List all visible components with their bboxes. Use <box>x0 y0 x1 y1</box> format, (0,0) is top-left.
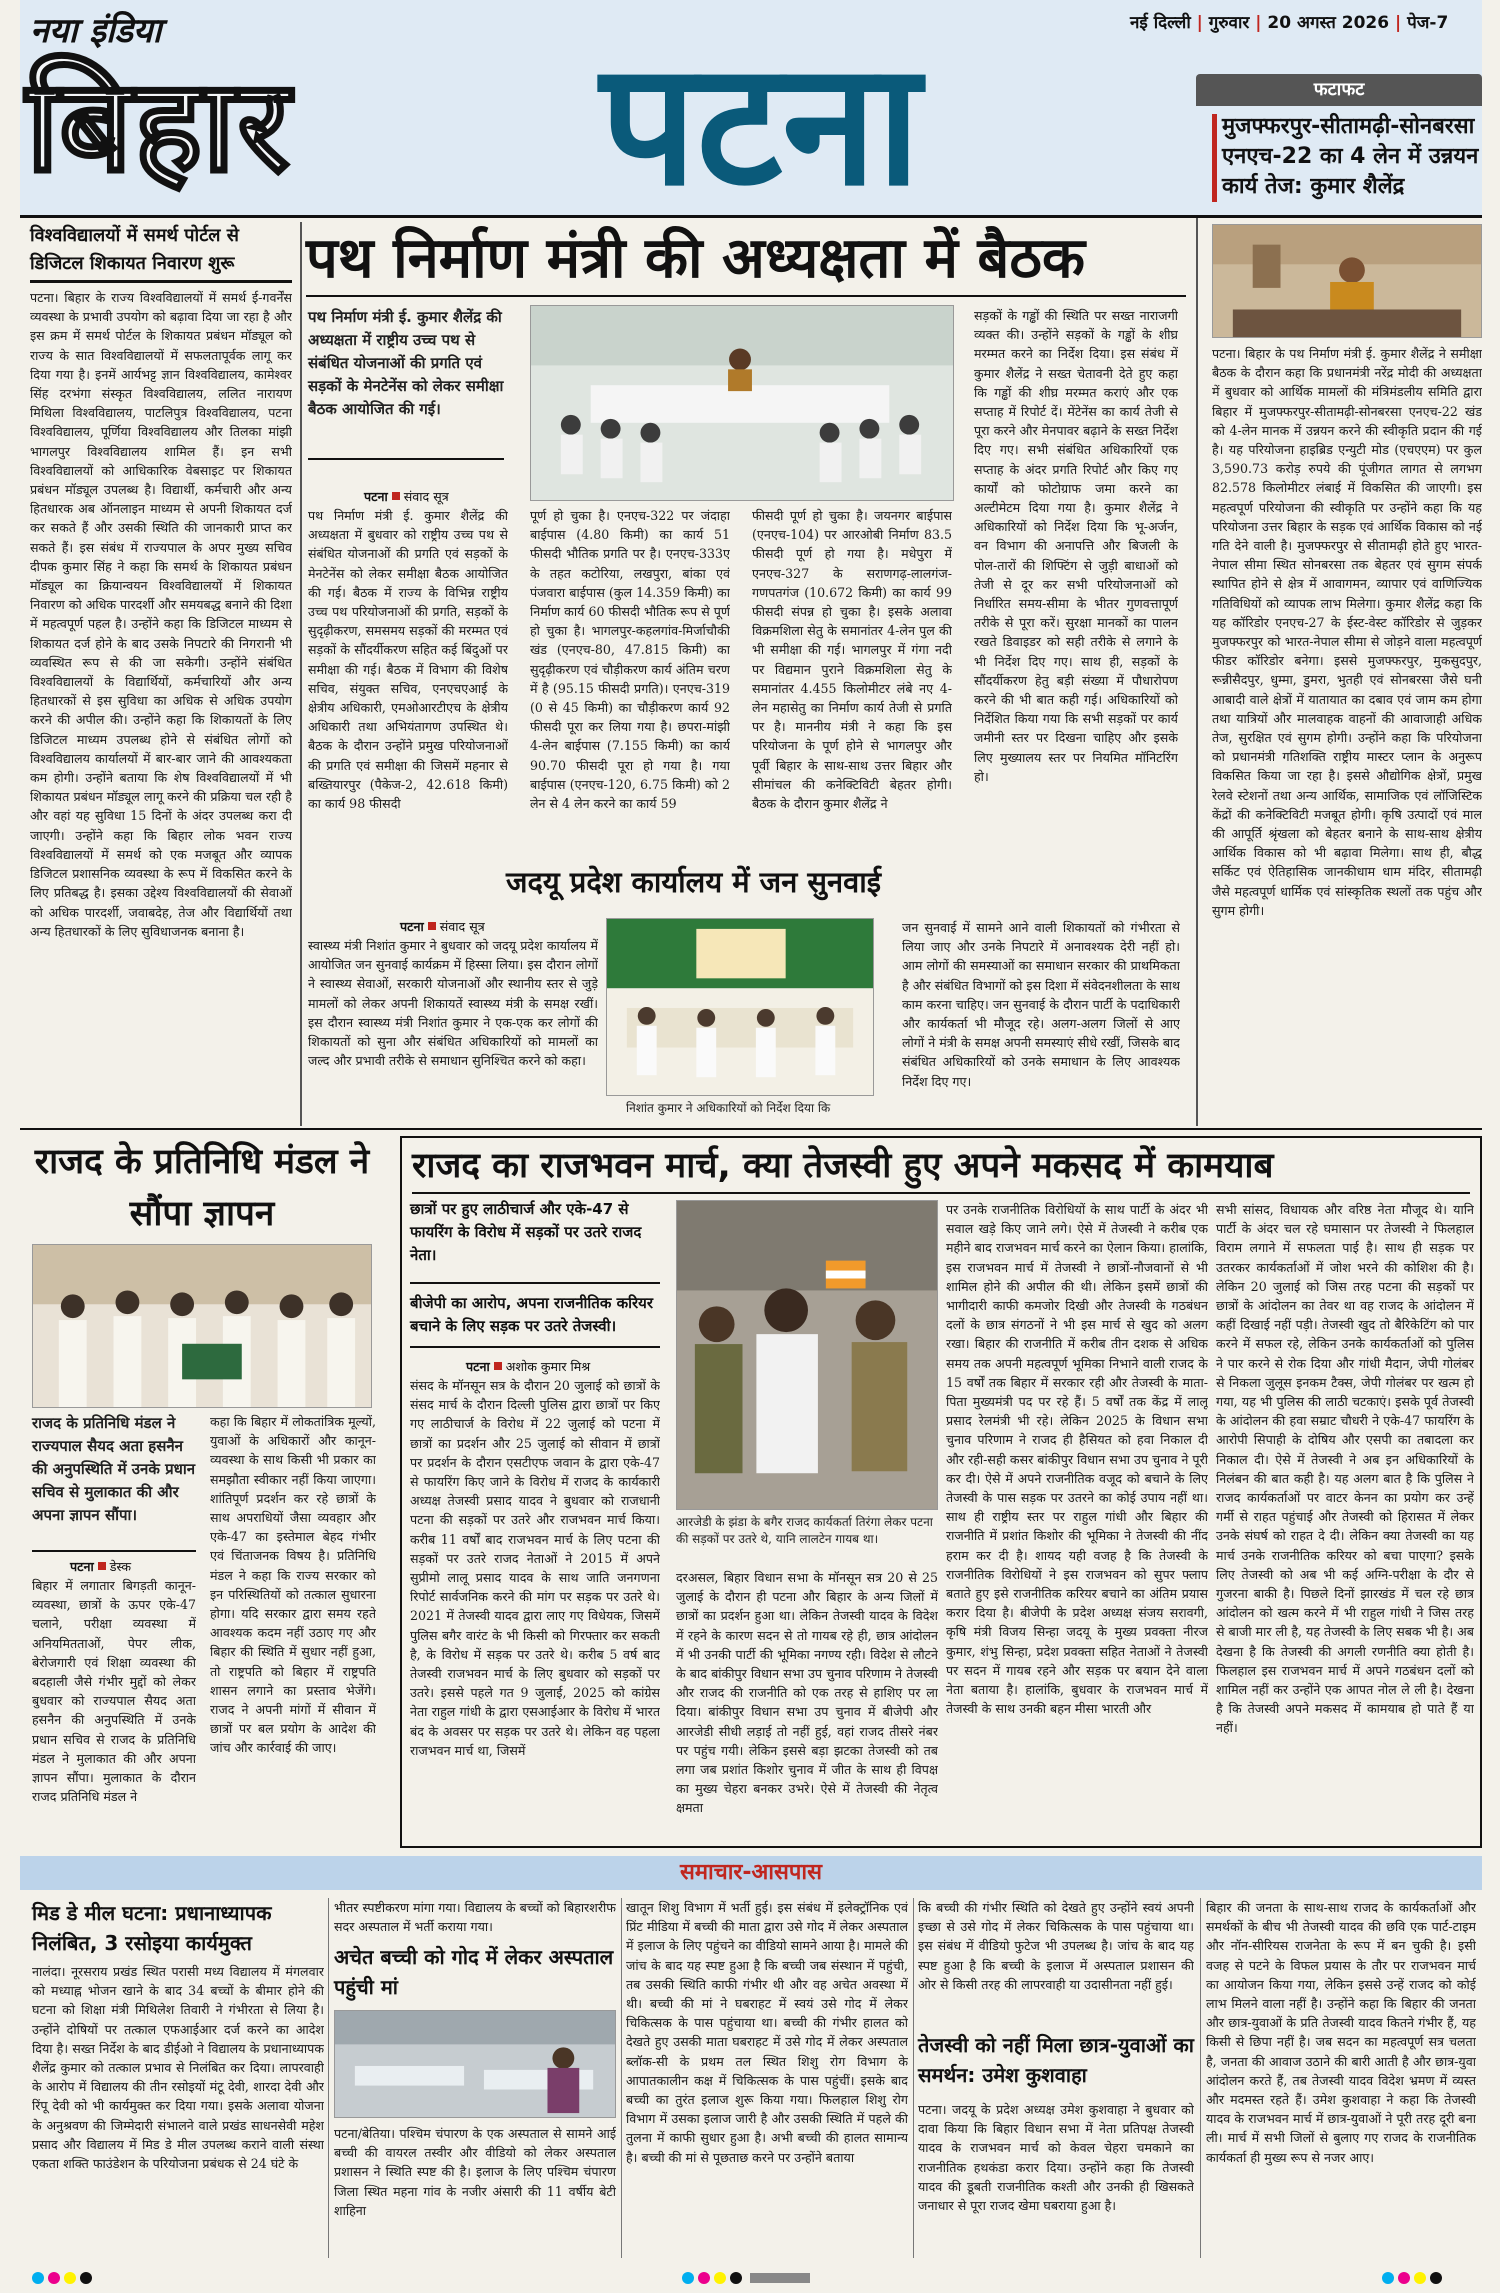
jdu-byline-place: पटना <box>400 919 424 934</box>
rjd-memo-photo-art <box>33 1245 371 1407</box>
jdu-photo-art <box>607 919 873 1095</box>
samachar-divider-2 <box>621 1898 622 2258</box>
fatafat-label-box <box>1196 74 1482 106</box>
main-byline <box>364 488 449 505</box>
rjd-march-photo-caption: आरजेडी के झंडा के बगैर राजद कार्यकर्ता तिरंगा लेकर पटना की सड़कों पर उतरे थे, यानि लालटेन गायब था। <box>676 1515 933 1546</box>
rjd-march-deck-1: छात्रों पर हुए लाठीचार्ज और एके-47 से फायरिंग के विरोध में सड़कों पर उतरे राजद नेता। <box>410 1200 642 1264</box>
samachar-divider-1 <box>328 1898 329 2258</box>
main-byline-place: पटना <box>364 489 388 504</box>
rjd-march-col-3: पर उनके राजनीतिक विरोधियों के साथ पार्टी के अंदर भी सवाल खड़े किए जाने लगे। ऐसे में तेजस्वी ने करीब एक महीने बाद राजभवन मार्च करने का ऐलान किया। हालांकि, इस राजभवन मार्च में तेजस्वी ने छात्रों-नौजवानों से भी शामिल होने की अपील की थी। लेकिन इसमें छात्रों की भागीदारी काफी कमजोर दिखी और तेजस्वी के गठबंधन दलों के छात्र संगठनों ने भी इस मार्च से खुद को अलग रखा। बिहार की राजनीति में करीब तीन दशक से अधिक समय तक अपनी महत्वपूर्ण भूमिका निभाने वाली राजद के 15 वर्षों तक बिहार में सरकार रही और तेजस्वी के माता-पिता मुख्यमंत्री पद पर रहे हैं। 5 वर्षों तक केंद्र में लालू प्रसाद रेलमंत्री भी रहे। लेकिन 2025 के विधान सभा चुनाव परिणाम ने राजद ही हैसियत को हवा निकाल दी और रही-सही कसर बांकीपुर विधान सभा उप चुनाव ने पूरी कर दी। ऐसे में अपने राजनीतिक वजूद को बचाने के लिए तेजस्वी के पास सड़क पर उतरने का कोई उपाय नहीं था। साथ ही राष्ट्रीय स्तर पर राहुल गांधी और बिहार की राजनीति में प्रशांत किशोर की भूमिका ने तेजस्वी की नींद हराम कर दी है। शायद यही वजह है कि तेजस्वी के राजनीतिक विरोधियों ने इस राजभवन को सुपर फ्लाप बताते हुए इसे राजनीतिक करियर बचाने का अंतिम प्रयास करार दिया है। बीजेपी के प्रदेश अध्यक्ष संजय सरावगी, कृषि मंत्री विजय सिन्हा जदयू के मुख्य प्रवक्ता नीरज कुमार, शंभु सिन्हा, प्रदेश प्रवक्ता सहित नेताओं ने तेजस्वी पर सदन में गायब रहने और सड़क पर बयान देने वाला नेता बताया है। हालांकि, बुधवार के राजभवन मार्च में तेजस्वी के साथ उनकी बहन मीसा भारती और <box>946 1202 1208 1717</box>
rjd-march-deck-2: बीजेपी का आरोप, अपना राजनीतिक करियर बचाने के लिए सड़क पर उतरे तेजस्वी। <box>410 1294 653 1335</box>
registration-marks-right <box>1380 2270 1470 2286</box>
rjd-memo-col-2: कहा कि बिहार में लोकतांत्रिक मूल्यों, युवाओं के अधिकारों और कानून-व्यवस्था के साथ किसी भी प्रकार का समझौता स्वीकार नहीं किया जाएगा। शांतिपूर्ण प्रदर्शन कर रहे छात्रों के साथ अपराधियों जैसा व्यवहार और एके-47 का इस्तेमाल बेहद गंभीर एवं चिंताजनक विषय है। प्रतिनिधि मंडल ने कहा कि राज्य सरकार को इन परिस्थितियों को तत्काल सुधारना होगा। यदि सरकार द्वारा समय रहते आवश्यक कदम नहीं उठाए गए और बिहार की स्थिति में सुधार नहीं हुआ, तो राष्ट्रपति को बिहार में राष्ट्रपति शासन लगाने का प्रस्ताव भेजेंगे। राजद ने अपनी मांगों में सीवान में छात्रों पर बल प्रयोग के आदेश की जांच और कार्रवाई की जाए। <box>210 1414 376 1756</box>
left-story-body: पटना। बिहार के राज्य विश्वविद्यालयों में समर्थ ई-गवर्नेंस व्यवस्था के प्रभावी उपयोग को बढ़ावा दिया जा रहा है और इस क्रम में समर्थ पोर्टल के शिकायत प्रबंधन मॉड्यूल को राज्य के सात विश्वविद्यालयों में सफलतापूर्वक लागू कर दिया गया है। इनमें आर्यभट्ट ज्ञान विश्वविद्यालय, कामेश्वर सिंह दरभंगा संस्कृत विश्वविद्यालय, ललित नारायण मिथिला विश्वविद्यालय, पाटलिपुत्र विश्वविद्यालय, पटना विश्वविद्यालय, पूर्णिया विश्वविद्यालय और तिलका मांझी भागलपुर विश्वविद्यालय शामिल हैं। इन सभी विश्वविद्यालयों को आधिकारिक वेबसाइट पर शिकायत प्रबंधन मॉड्यूल उपलब्ध है। विद्यार्थी, कर्मचारी और अन्य हितधारक अब ऑनलाइन माध्यम से अपनी शिकायत दर्ज कर सकते हैं और उसकी स्थिति की जानकारी प्राप्त कर सकते हैं। इस संबंध में राज्यपाल के अपर मुख्य सचिव दीपक कुमार सिंह ने कहा कि समर्थ के शिकायत प्रबंधन मॉड्यूल का क्रियान्वयन विश्वविद्यालयों में शिकायत निवारण को अधिक पारदर्शी और समयबद्ध बनाने की दिशा में महत्वपूर्ण पहल है। उन्होंने कहा कि डिजिटल माध्यम से शिकायत दर्ज होने के बाद उसके निपटारे की निगरानी भी व्यवस्थित रूप से की जा सकेगी। उन्होंने संबंधित विश्वविद्यालयों के विद्यार्थियों, कर्मचारियों और अन्य हितधारकों से इस सुविधा का अधिक से अधिक उपयोग करने की अपील की। उन्होंने कहा कि शिकायतों के लिए डिजिटल माध्यम उपलब्ध होने से संबंधित लोगों को विश्वविद्यालय कार्यालयों में बार-बार जाने की आवश्यकता कम होगी। उन्होंने बताया कि शेष विश्वविद्यालयों में भी शिकायत प्रबंधन मॉड्यूल लागू करने की प्रक्रिया चल रही है और वहां यह सुविधा 15 दिनों के अंदर उपलब्ध करा दी जाएगी। उन्होंने कहा कि बिहार लोक भवन राज्य विश्वविद्यालयों में समर्थ को एक मजबूत और व्यापक डिजिटल प्रशासनिक व्यवस्था के रूप में विकसित करने के लिए प्रतिबद्ध है। इसका उद्देश्य विश्वविद्यालयों की सेवाओं को अधिक पारदर्शी, जवाबदेह, तेज और विद्यार्थियों तथा अन्य हितधारकों के लिए सुविधाजनक बनाना है। <box>30 290 292 939</box>
s1-headline: मिड डे मील घटना: प्रधानाध्यापक निलंबित, 3 रसोइया कार्यमुक्त <box>32 1901 272 1955</box>
rjd-memo-col-1: बिहार में लगातार बिगड़ती कानून-व्यवस्था, छात्रों के ऊपर एके-47 चलाने, परीक्षा व्यवस्था में अनियमितताओं, पेपर लीक, बेरोजगारी एवं शिक्षा व्यवस्था की बदहाली जैसे गंभीर मुद्दों को लेकर बुधवार को राज्यपाल सैयद अता हसनैन की अनुपस्थिति में उनके प्रधान सचिव से राजद के प्रतिनिधि मंडल ने मुलाकात की और अपना ज्ञापन सौंपा। मुलाकात के दौरान राजद प्रतिनिधि मंडल ने <box>32 1578 196 1805</box>
left-story-rule <box>30 280 292 283</box>
jdu-col-3: जन सुनवाई में सामने आने वाली शिकायतों को गंभीरता से लिया जाए और उनके निपटारे में अनावश्यक देरी नहीं हो। आम लोगों की समस्याओं का समाधान सरकार की प्राथमिकता है और संबंधित विभागों को इस दिशा में संवेदनशीलता के साथ काम करना चाहिए। जन सुनवाई के दौरान पार्टी के पदाधिकारी और कार्यकर्ता भी मौजूद रहे। अलग-अलग जिलों से आए लोगों ने मंत्री के समक्ष अपनी समस्याएं सीधे रखीं, जिसके बाद संबंधित अधिकारियों को उनके समाधान के लिए आवश्यक निर्देश दिए गए। <box>902 920 1180 1089</box>
left-story-headline: विश्वविद्यालयों में समर्थ पोर्टल से डिजिटल शिकायत निवारण शुरू <box>30 225 239 274</box>
right-column-divider <box>1196 218 1198 1126</box>
color-dots-icon <box>30 2270 120 2286</box>
rjd-memo-photo <box>32 1244 372 1408</box>
minister-desk-photo <box>1213 225 1481 337</box>
rjd-march-deck-rule <box>410 1282 660 1284</box>
rjd-memo-caption-rule <box>32 1550 196 1552</box>
samachar-divider-4 <box>1200 1898 1201 2258</box>
meeting-photo-art <box>531 306 953 500</box>
s2-top: भीतर स्पष्टीकरण मांगा गया। विद्यालय के बच्चों को बिहारशरीफ सदर अस्पताल में भर्ती कराया गया। <box>334 1900 616 1935</box>
jdu-photo <box>606 918 874 1096</box>
rjd-memo-byline-source: डेस्क <box>109 1559 132 1574</box>
rjd-march-photo-art <box>677 1201 937 1509</box>
s2-headline: अचेत बच्ची को गोद में लेकर अस्पताल पहुंची मां <box>334 1945 614 1999</box>
brand-bihar: बिहार <box>26 52 292 201</box>
color-dots-right-icon <box>1380 2270 1470 2286</box>
main-deck: पथ निर्माण मंत्री ई. कुमार शैलेंद्र की अध्यक्षता में राष्ट्रीय उच्च पथ से संबंधित योजनाओं की प्रगति एवं सड़कों के मेनटेनेंस को लेकर समीक्षा बैठक आयोजित की गई। <box>308 308 504 418</box>
dateline-date: 20 अगस्त 2026 <box>1267 13 1390 33</box>
dateline-strip: नई दिल्ली | गुरुवार | 20 अगस्त 2026 | पेज-7 <box>1130 13 1449 33</box>
rjd-memo-headline: राजद के प्रतिनिधि मंडल ने सौंपा ज्ञापन <box>34 1142 370 1234</box>
s5-body: बिहार की जनता के साथ-साथ राजद के कार्यकर्ताओं और समर्थकों के बीच भी तेजस्वी यादव की छवि एक पार्ट-टाइम और नॉन-सीरियस राजनेता के रूप में बन चुकी है। इसी वजह से पटने के विफल प्रयास के तौर पर राजभवन मार्च का आयोजन किया गया, लेकिन इससे उन्हें राजद को कोई लाभ मिलने वाला नहीं है। उन्होंने कहा कि बिहार की जनता और छात्र-युवाओं के प्रति तेजस्वी यादव कितने गंभीर हैं, यह किसी से छिपा नहीं है। जब सदन का महत्वपूर्ण सत्र चलता है, जनता की आवाज उठाने की बारी आती है और छात्र-युवा आंदोलन करते हैं, तब तेजस्वी यादव विदेश भ्रमण में व्यस्त और मदमस्त रहते हैं। उमेश कुशवाहा ने कहा कि तेजस्वी यादव के राजभवन मार्च में छात्र-युवाओं ने पूरी तरह दूरी बना ली। मार्च में सभी जिलों से बुलाए गए राजद के राजनीतिक कार्यकर्ता ही मुख्य रूप से नजर आए। <box>1206 1900 1476 2165</box>
jdu-col-1: स्वास्थ्य मंत्री निशांत कुमार ने बुधवार को जदयू प्रदेश कार्यालय में आयोजित जन सुनवाई कार्यक्रम में हिस्सा लिया। इस दौरान लोगों ने स्वास्थ्य सेवाओं, सरकारी योजनाओं और स्थानीय स्तर से जुड़े मामलों को लेकर अपनी शिकायतें स्वास्थ्य मंत्री के समक्ष रखीं। इस दौरान स्वास्थ्य मंत्री निशांत कुमार ने एक-एक कर लोगों की शिकायतों को सुना और संबंधित अधिकारियों को मामलों का जल्द और प्रभावी तरीके से समाधान सुनिश्चित करने को कहा। <box>308 938 598 1069</box>
registration-marks-center <box>680 2270 820 2286</box>
s2-body: पटना/बेतिया। पश्चिम चंपारण के एक अस्पताल से सामने आई बच्ची की वायरल तस्वीर और वीडियो को लेकर अस्पताल प्रशासन ने स्थिति स्पष्ट की है। इलाज के लिए पश्चिम चंपारण जिला स्थित महना गांव के नजीर अंसारी की 11 वर्षीय बेटी शाहिना <box>334 2126 616 2218</box>
s4-body-2: पटना। जदयू के प्रदेश अध्यक्ष उमेश कुशवाहा ने बुधवार को दावा किया कि बिहार विधान सभा में नेता प्रतिपक्ष तेजस्वी यादव के राजभवन मार्च को केवल चेहरा चमकाने का राजनीतिक हथकंडा करार दिया। उन्होंने कहा कि तेजस्वी यादव की डूबती राजनीतिक कश्ती और उनकी ही खिसकते जनाधार से पूरा राजद खेमा घबराया हुआ है। <box>918 2102 1194 2214</box>
top-section-rule <box>20 1128 1482 1130</box>
s1-body: नालंदा। नूरसराय प्रखंड स्थित परासी मध्य विद्यालय में मंगलवार को मध्याह्न भोजन खाने के बाद 34 बच्चों के बीमार होने की घटना को शिक्षा मंत्री मिथिलेश तिवारी ने गंभीरता से लिया है। उन्होंने दोषियों पर तत्काल एफआईआर दर्ज करने का आदेश दिया है। सख्त निर्देश के बाद डीईओ ने विद्यालय के प्रधानाध्यापक शैलेंद्र कुमार को तत्काल प्रभाव से निलंबित कर दिया। लापरवाही के आरोप में विद्यालय की तीन रसोइयों मंटू देवी, शारदा देवी और रिंपू देवी को भी कार्यमुक्त कर दिया गया। इसके अलावा योजना के अनुश्रवण की जिम्मेदारी संभालने वाले प्रखंड साधनसेवी महेश प्रसाद और विद्यालय में मिड डे मील उपलब्ध कराने वाली संस्था एकता शक्ति फाउंडेशन के परियोजना प्रबंधक से 24 घंटे के <box>32 1964 324 2172</box>
jdu-photo-caption: निशांत कुमार ने अधिकारियों को निर्देश दिया कि <box>626 1101 831 1115</box>
meeting-photo <box>530 305 954 501</box>
s3-body: खातून शिशु विभाग में भर्ती हुई। इस संबंध में इलेक्ट्रॉनिक एवं प्रिंट मीडिया में बच्ची की माता द्वारा उसे गोद में लेकर अस्पताल में इलाज के लिए पहुंचने का वीडियो सामने आया है। मामले की जांच के बाद यह स्पष्ट हुआ है कि बच्ची जब संस्थान में पहुंची, तब उसकी स्थिति काफी गंभीर थी और वह अचेत अवस्था में थी। बच्ची की मां ने घबराहट में स्वयं उसे गोद में लेकर चिकित्सक के पास पहुंचाया था। बच्ची की गंभीर हालत को देखते हुए उसकी माता घबराहट में उसे गोद में लेकर अस्पताल ब्लॉक-सी के प्रथम तल स्थित शिशु रोग विभाग के आपातकालीन कक्ष में चिकित्सक के पास पहुंचीं। इसके बाद बच्ची का तुरंत इलाज शुरू किया गया। फिलहाल शिशु रोग विभाग में उसका इलाज जारी है और उसकी स्थिति में पहले की तुलना में काफी सुधार हुआ है। अभी बच्ची की हालत सामान्य है। बच्ची की मां से पूछताछ करने पर उन्होंने बताया <box>626 1900 908 2165</box>
main-headline: पथ निर्माण मंत्री की अध्यक्षता में बैठक <box>306 226 1085 291</box>
s4-headline: तेजस्वी को नहीं मिला छात्र-युवाओं का समर्थन: उमेश कुशवाहा <box>918 2033 1194 2087</box>
rjd-march-col-4: सभी सांसद, विधायक और वरिष्ठ नेता मौजूद थे। यानि पार्टी के अंदर चल रहे घमासान पर तेजस्वी ने फिलहाल विराम लगाने में सफलता पाई है। साथ ही सड़क पर उतरकर कार्यकर्ताओं में जोश भरने की कोशिश की है। लेकिन 20 जुलाई को जिस तरह पटना की सड़कों पर छात्रों के आंदोलन का तेवर था वह राजद के आंदोलन में कहीं दिखाई नहीं पड़ी। तेजस्वी खुद तो बैरिकेटिंग को पार करने में सफल रहे, लेकिन उनके कार्यकर्ताओं को पुलिस ने पार करने से रोक दिया और गांधी मैदान, जेपी गोलंबर से निकला जुलूस इनकम टैक्स, जेपी गोलंबर पर खत्म हो गया, यह भी पुलिस की लाठी चटकाएं। इसके पूर्व तेजस्वी के आंदोलन की हवा सम्राट चौधरी ने एके-47 फायरिंग के आरोपी सिपाही के दोषिय और एसपी का तबादला कर निकाल दी। ऐसे में तेजस्वी ने अब इन अधिकारियों के निलंबन की बात कही है। यह अलग बात है कि पुलिस ने राजद कार्यकर्ताओं पर वाटर केनन का प्रयोग कर उन्हें गर्मी से राहत पहुंचाई और तेजस्वी को हिरासत में लेकर उनके संघर्ष को राहत दे दी। लेकिन क्या तेजस्वी का यह मार्च उनके राजनीतिक करियर को बचा पाएगा? इसके लिए तेजस्वी को अब भी कई अग्नि-परीक्षा के दौर से गुजरना बाकी है। पिछले दिनों झारखंड में चल रहे छात्र आंदोलन को खत्म करने में भी राहुल गांधी ने जिस तरह से बाजी मार ली है, यह तेजस्वी के लिए सबक भी है। अब देखना है कि तेजस्वी की अगली रणनीति क्या होती है। फिलहाल इस राजभवन मार्च में अपने गठबंधन दलों को शामिल नहीं कर उन्होंने एक आपत नोल ले ली है। देखना है कि तेजस्वी अपने मकसद में कामयाब हो पाते हैं या नहीं। <box>1216 1202 1474 1736</box>
main-headline-rule <box>306 295 1186 297</box>
rjd-march-byline-source: अशोक कुमार मिश्र <box>505 1359 591 1374</box>
jdu-byline <box>400 918 485 935</box>
registration-marks-left <box>30 2270 120 2286</box>
rjd-march-headline: राजद का राजभवन मार्च, क्या तेजस्वी हुए अपने मकसद में कामयाब <box>412 1146 1274 1186</box>
fatafat-label: फटाफट <box>1313 79 1365 100</box>
rjd-march-col-1: संसद के मॉनसून सत्र के दौरान 20 जुलाई को छात्रों के संसद मार्च के दौरान दिल्ली पुलिस द्वारा छात्रों पर किए गए लाठीचार्ज के विरोध में 22 जुलाई को पटना में छात्रों का प्रदर्शन और 25 जुलाई को सीवान में छात्रों पर प्रदर्शन के दौरान एसटीएफ जवान के द्वारा एके-47 से फायरिंग किए जाने के विरोध में राजद के कार्यकारी अध्यक्ष तेजस्वी प्रसाद यादव ने बुधवार को राजधानी पटना की सड़कों पर उतरे और राजभवन मार्च किया। करीब 11 वर्षों बाद राजभवन मार्च के लिए पटना की सड़कों पर उतरे राजद नेताओं ने 2015 में अपने सुप्रीमो लालू प्रसाद यादव के साथ जाति जनगणना रिपोर्ट सार्वजनिक करने की मांग पर सड़क पर उतरे थे। 2021 में तेजस्वी यादव द्वारा लाए गए विधेयक, जिसमें पुलिस बगैर वारंट के भी किसी को गिरफ्तार कर सकती है, के विरोध में सड़क पर उतरे थे। करीब 5 वर्ष बाद तेजस्वी राजभवन मार्च के लिए बुधवार को सड़कों पर उतरे। इससे पहले गत 9 जुलाई, 2025 को कांग्रेस नेता राहुल गांधी के द्वारा एसआईआर के विरोध में भारत बंद के अवसर पर सड़क पर उतरे थे। लेकिन वह पहला राजभवन मार्च था, जिसमें <box>410 1378 660 1758</box>
fatafat-body: पटना। बिहार के पथ निर्माण मंत्री ई. कुमार शैलेंद्र ने समीक्षा बैठक के दौरान कहा कि प्रधानमंत्री नरेंद्र मोदी की अध्यक्षता में बुधवार को आर्थिक मामलों की मंत्रिमंडलीय समिति द्वारा बिहार में मुजफ्फरपुर-सीतामढ़ी-सोनबरसा एनएच-22 खंड को 4-लेन मानक में उन्नयन करने की स्वीकृति प्रदान की गई है। यह परियोजना हाइब्रिड एन्युटी मोड (एचएएम) पर कुल 3,590.73 करोड़ रुपये की पूंजीगत लागत से लगभग 82.578 किलोमीटर लंबाई में विकसित की जाएगी। इस महत्वपूर्ण परियोजना की स्वीकृति पर उन्होंने कहा कि यह परियोजना उत्तर बिहार के सड़क एवं आर्थिक विकास को नई गति देने वाली है। मुजफ्फरपुर से सीतामढ़ी होते हुए भारत-नेपाल सीमा स्थित सोनबरसा तक बेहतर एवं सुगम संपर्क स्थापित होने से क्षेत्र में आवागमन, व्यापार एवं वाणिज्यिक गतिविधियों को व्यापक लाभ मिलेगा। कुमार शैलेंद्र कहा कि यह कॉरिडोर एनएच-27 के ईस्ट-वेस्ट कॉरिडोर से जुड़कर मुजफ्फरपुर को भारत-नेपाल सीमा से जोड़ने वाला महत्वपूर्ण फीडर कॉरिडोर बनेगा। इससे मुजफ्फरपुर, मुकसुदपुर, रून्नीसैदपुर, धुम्मा, डुमरा, भुतही एवं सोनबरसा जैसे घनी आबादी वाले क्षेत्रों में यातायात का दबाव एवं जाम कम होगा तथा यात्रियों और मालवाहक वाहनों की आवाजाही अधिक तेज, सुरक्षित एवं सुगम होगी। उन्होंने कहा कि परियोजना को प्रधानमंत्री गतिशक्ति राष्ट्रीय मास्टर प्लान के अनुरूप विकसित किया जा रहा है। इससे औद्योगिक क्षेत्रों, प्रमुख रेलवे स्टेशनों तथा अन्य आर्थिक, सामाजिक एवं लॉजिस्टिक केंद्रों की कनेक्टिविटी मजबूत होगी। कृषि उत्पादों एवं माल की आपूर्ति श्रृंखला को बेहतर बनाने के साथ-साथ क्षेत्रीय आर्थिक विकास को भी बढ़ावा मिलेगा। साथ ही, बौद्ध सर्किट एवं ऐतिहासिक जानकीधाम धाम मंदिर, सीतामढ़ी जैसे महत्वपूर्ण धार्मिक एवं सांस्कृतिक स्थलों तक पहुंच और सुगम होगी। <box>1212 346 1482 918</box>
page-number: पेज-7 <box>1407 13 1449 33</box>
main-col-3: फीसदी पूर्ण हो चुका है। जयनगर बाईपास (एनएच-104) पर आरओबी निर्माण 83.5 फीसदी पूर्ण हो गया है। मधेपुरा में एनएच-327 के सराणगढ़-लालगंज-गणपतगंज (10.672 किमी) का कार्य 99 फीसदी संपन्न हो चुका है। इसके अलावा विक्रमशिला सेतु के समानांतर 4-लेन पुल की भी समीक्षा की गई। भागलपुर में गंगा नदी पर विद्यमान पुराने विक्रमशिला सेतु के समानांतर 4.455 किलोमीटर लंबे नए 4-लेन महासेतु का निर्माण कार्य तेजी से प्रगति पर है। माननीय मंत्री ने कहा कि इस परियोजना के पूर्ण होने से भागलपुर और पूर्वी बिहार के साथ-साथ उत्तर बिहार और सीमांचल की कनेक्टिविटी बेहतर होगी। बैठक के दौरान कुमार शैलेंद्र ने <box>752 508 952 812</box>
rjd-march-deck-rule-2 <box>410 1346 660 1348</box>
left-column-divider <box>300 222 302 1126</box>
main-byline-source: संवाद सूत्र <box>403 489 449 504</box>
samachar-band-label: समाचार-आसपास <box>680 1860 822 1885</box>
samachar-divider-3 <box>913 1898 914 2258</box>
main-col-1: पथ निर्माण मंत्री ई. कुमार शैलेंद्र की अध्यक्षता में बुधवार को राष्ट्रीय उच्च पथ से संबंधित योजनाओं की प्रगति एवं सड़कों के मेनटेनेंस को लेकर समीक्षा बैठक आयोजित की गई। बैठक में राज्य के विभिन्न राष्ट्रीय उच्च पथ परियोजनाओं की प्रगति, सड़कों के सुदृढ़ीकरण, समसमय सड़कों की मरम्मत एवं सड़कों के सौंदर्यीकरण सहित कई बिंदुओं पर समीक्षा की गई। बैठक में विभाग की विशेष सचिव, संयुक्त सचिव, एनएचएआई के क्षेत्रीय अधिकारी, एमओआरटीएच के क्षेत्रीय अधिकारी तथा अभियंतागण उपस्थित थे। बैठक के दौरान उन्होंने प्रमुख परियोजनाओं की प्रगति एवं समीक्षा की जिसमें महनार से बख्तियारपुर (पैकेज-2, 42.618 किमी) का कार्य 98 फीसदी <box>308 508 508 812</box>
city-title: पटना <box>600 26 921 224</box>
jdu-byline-source: संवाद सूत्र <box>439 919 485 934</box>
main-col-2: पूर्ण हो चुका है। एनएच-322 पर जंदाहा बाईपास (4.80 किमी) का कार्य 51 फीसदी भौतिक प्रगति पर है। एनएच-333ए के तहत कटोरिया, लखपुरा, बांका एवं पंजवारा बाईपास (कुल 14.359 किमी) का निर्माण कार्य 60 फीसदी भौतिक रूप से पूर्ण हो चुका है। भागलपुर-कहलगांव-मिर्जाचौकी खंड (एनएच-80, 47.815 किमी) का सुदृढ़ीकरण एवं चौड़ीकरण कार्य अंतिम चरण में है (95.15 फीसदी प्रगति)। एनएच-319 (0 से 45 किमी) का चौड़ीकरण कार्य 92 फीसदी पूरा कर लिया गया है। छपरा-मांझी 4-लेन बाईपास (7.155 किमी) का कार्य 90.70 फीसदी पूरा हो गया है। गया बाईपास (एनएच-120, 6.75 किमी) को 2 लेन से 4 लेन करने का कार्य 59 <box>530 508 730 812</box>
rjd-march-col-2b: दरअसल, बिहार विधान सभा के मॉनसून सत्र 20 से 25 जुलाई के दौरान ही पटना और बिहार के अन्य जिलों में छात्रों का प्रदर्शन हुआ था। लेकिन तेजस्वी यादव के विदेश में रहने के कारण सदन से तो गायब रहे ही, छात्र आंदोलन में भी उनकी पार्टी की भूमिका नगण्य रही। विदेश से लौटने के बाद बांकीपुर विधान सभा उप चुनाव परिणाम ने तेजस्वी और राजद की राजनीति को एक तरह से हाशिए पर ला दिया। बांकीपुर विधान सभा उप चुनाव में बीजेपी और आरजेडी सीधी लड़ाई तो नहीं हुई, वहां राजद तीसरे नंबर पर पहुंच गयी। लेकिन इससे बड़ा झटका तेजस्वी को तब लगा जब प्रशांत किशोर चुनाव में जीत के साथ ही विपक्ष का मुख्य चेहरा बनकर उभरे। ऐसे में तेजस्वी की नेतृत्व क्षमता <box>676 1570 938 1816</box>
s4-body: कि बच्ची की गंभीर स्थिति को देखते हुए उन्होंने स्वयं अपनी इच्छा से उसे गोद में लेकर चिकित्सक के पास पहुंचाया था। इस संबंध में वीडियो फुटेज भी उपलब्ध है। जांच के बाद यह स्पष्ट हुआ है कि बच्ची के इलाज में अस्पताल प्रशासन की ओर से किसी तरह की लापरवाही या उदासीनता नहीं हुई। <box>918 1900 1194 1992</box>
rjd-memo-caption: राजद के प्रतिनिधि मंडल ने राज्यपाल सैयद अता हसनैन की अनुपस्थिति में उनके प्रधान सचिव से मुलाकात की और अपना ज्ञापन सौंपा। <box>32 1414 196 1524</box>
jdu-headline: जदयू प्रदेश कार्यालय में जन सुनवाई <box>506 865 881 899</box>
rjd-march-headline-rule <box>412 1192 1470 1194</box>
hospital-photo-art <box>335 2011 615 2117</box>
rjd-march-byline <box>466 1358 590 1375</box>
fatafat-red-bar <box>1212 114 1217 202</box>
samachar-band <box>20 1856 1482 1890</box>
dateline-city: नई दिल्ली <box>1130 13 1191 33</box>
fatafat-headline: मुजफ्फरपुर-सीतामढ़ी-सोनबरसा एनएच-22 का 4 लेन में उन्नयन कार्य तेज: कुमार शैलेंद्र <box>1222 114 1479 199</box>
fatafat-photo <box>1212 224 1482 338</box>
brand-top: नया इंडिया <box>30 11 162 51</box>
rjd-march-photo <box>676 1200 938 1510</box>
main-col-4: सड़कों के गड्ढों की स्थिति पर सख्त नाराजगी व्यक्त की। उन्होंने सड़कों के गड्ढों के शीघ्र मरम्मत करने का निर्देश दिया। इस संबंध में कुमार शैलेंद्र ने सख्त चेतावनी देते हुए कहा कि गड्ढों की शीघ्र मरम्मत कराएं और एक सप्ताह में रिपोर्ट दें। मेंटेनेंस का कार्य तेजी से पूरा करने और मेनपावर बढ़ाने के सख्त निर्देश दिए गए। सभी संबंधित अधिकारियों एक सप्ताह के अंदर प्रगति रिपोर्ट और किए गए कार्यों को फोटोग्राफ जमा करने का अल्टीमेटम दिया गया है। कुमार शैलेंद्र ने अधिकारियों को निर्देश दिया कि भू-अर्जन, वन विभाग की अनापत्ति और बिजली के पोल-तारों की शिफ्टिंग से जुड़ी बाधाओं को तेजी से दूर कर सभी परियोजनाओं को निर्धारित समय-सीमा के भीतर गुणवत्तापूर्ण तरीके से पूरा करें। सुरक्षा मानकों का पालन रखते डिवाइडर को सही तरीके से लगाने के भी निर्देश दिए गए। साथ ही, सड़कों के सौंदर्यीकरण हेतु बड़ी संख्या में पौधारोपण करने की भी बात कही गई। अधिकारियों को निर्देशित किया गया कि सभी सड़कों पर कार्य जमीनी स्तर पर दिखना चाहिए और इसके लिए मुख्यालय स्तर पर नियमित मॉनिटरिंग हो। <box>974 308 1178 784</box>
rjd-memo-byline-place: पटना <box>70 1559 94 1574</box>
rjd-march-byline-place: पटना <box>466 1359 490 1374</box>
dateline-weekday: गुरुवार <box>1208 13 1250 33</box>
s2-photo <box>334 2010 616 2118</box>
color-bars-icon <box>680 2270 820 2286</box>
rjd-memo-byline <box>70 1558 131 1575</box>
main-deck-rule <box>308 458 504 460</box>
